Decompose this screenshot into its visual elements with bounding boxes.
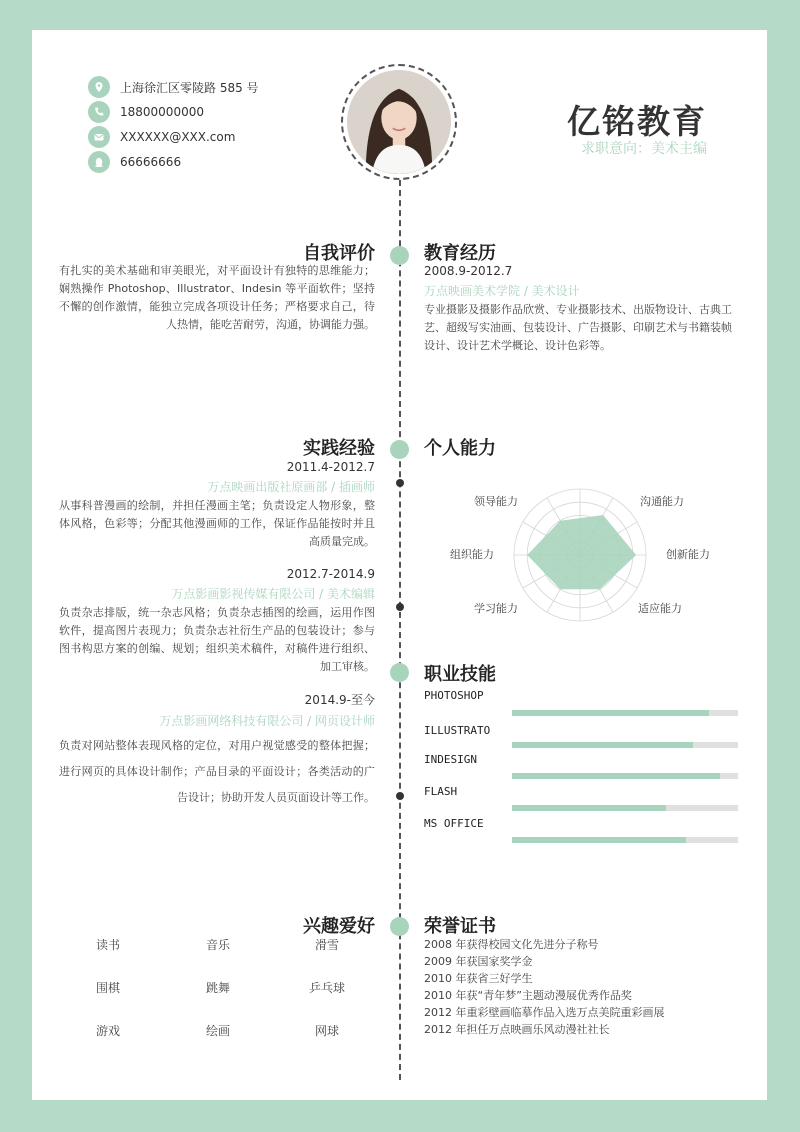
timeline-dot <box>390 663 409 682</box>
skill-bar <box>512 837 738 843</box>
hobbies-title: 兴趣爱好 <box>303 916 375 937</box>
contact-email <box>88 126 235 148</box>
location-icon <box>88 76 110 98</box>
timeline-line <box>399 180 401 1080</box>
education-school: 万点映画美术学院 / 美术设计 <box>424 284 580 298</box>
hobby-item: 游戏 <box>95 1024 120 1038</box>
practice-org: 万点影画影视传媒有限公司 / 美术编辑 <box>171 587 375 601</box>
radar-label-innovation: 创新能力 <box>666 548 710 561</box>
practice-date: 2012.7-2014.9 <box>286 567 375 581</box>
hobby-item: 滑雪 <box>314 938 339 952</box>
job-intent: 求职意向：美术主编 <box>581 141 707 157</box>
skill-label: PHOTOSHOP <box>424 689 484 702</box>
ability-radar-chart <box>505 480 655 630</box>
timeline-small-dot <box>396 603 404 611</box>
education-date: 2008.9-2012.7 <box>424 264 513 278</box>
honors-list <box>424 936 744 1038</box>
honors-title: 荣誉证书 <box>424 916 496 937</box>
timeline-dot <box>390 440 409 459</box>
skill-label: INDESIGN <box>424 753 477 766</box>
honor-item: 2012 年担任万点映画乐风动漫社社长 <box>424 1023 610 1036</box>
resume-page <box>32 30 767 1100</box>
skill-bar-fill <box>512 710 709 716</box>
hobby-item: 跳舞 <box>205 981 230 995</box>
education-desc: 专业摄影及摄影作品欣赏、专业摄影技术、出版物设计、古典工艺、超级写实油画、包装设计、广告摄影、印刷艺术与书籍装帧设计、设计艺术学概论、设计色彩等。 <box>424 303 732 352</box>
hobby-item: 网球 <box>314 1024 339 1038</box>
timeline-dot <box>390 917 409 936</box>
email-text: XXXXXX@XXX.com <box>120 130 236 144</box>
honor-item: 2010 年获省三好学生 <box>424 972 533 985</box>
timeline-dot <box>390 246 409 265</box>
practice-date: 2014.9-至今 <box>304 693 375 707</box>
practice-org: 万点映画出版社原画部 / 插画师 <box>207 480 375 494</box>
ability-title: 个人能力 <box>424 438 496 459</box>
skill-bar-fill <box>512 773 720 779</box>
phone-icon <box>88 101 110 123</box>
profile-photo <box>341 64 457 180</box>
address-text: 上海徐汇区零陵路 585 号 <box>120 80 259 95</box>
radar-label-learning: 学习能力 <box>474 602 518 615</box>
hobby-item: 乒乓球 <box>308 981 345 995</box>
qq-text: 66666666 <box>120 155 182 169</box>
hobby-item: 绘画 <box>205 1024 230 1038</box>
timeline-small-dot <box>396 792 404 800</box>
skill-label: FLASH <box>424 785 458 798</box>
honor-item: 2010 年获“青年梦”主题动漫展优秀作品奖 <box>424 989 632 1002</box>
radar-label-communication: 沟通能力 <box>640 495 684 508</box>
honor-item: 2009 年获国家奖学金 <box>424 955 533 968</box>
practice-desc: 从事科普漫画的绘制，并担任漫画主笔；负责设定人物形象，整体风格，色彩等；分配其他漫画师的工作，保证作品能按时并且高质量完成。 <box>59 499 375 548</box>
education-block <box>424 264 740 355</box>
practice-desc: 负责对网站整体表现风格的定位，对用户视觉感受的整体把握；进行网页的具体设计制作；产品目录的平面设计；各类活动的广告设计；协助开发人员页面设计等工作。 <box>59 739 375 804</box>
practice-org: 万点影画网络科技有限公司 / 网页设计师 <box>159 714 375 728</box>
honor-item: 2008 年获得校园文化先进分子称号 <box>424 938 599 951</box>
qq-icon <box>88 151 110 173</box>
phone-text: 18800000000 <box>120 105 204 119</box>
skills-title: 职业技能 <box>424 664 496 685</box>
skill-label: MS OFFICE <box>424 817 484 830</box>
radar-label-organization: 组织能力 <box>450 548 494 561</box>
honor-item: 2012 年重彩壁画临摹作品入选万点美院重彩画展 <box>424 1006 665 1019</box>
contact-address <box>88 76 259 98</box>
education-title: 教育经历 <box>424 243 496 264</box>
timeline-small-dot <box>396 479 404 487</box>
practice-item <box>59 691 375 811</box>
hobby-item: 读书 <box>95 938 120 952</box>
radar-label-adaptability: 适应能力 <box>638 602 682 615</box>
practice-date: 2011.4-2012.7 <box>286 460 375 474</box>
practice-item <box>59 567 375 676</box>
email-icon <box>88 126 110 148</box>
portrait-image <box>347 70 451 174</box>
radar-label-leadership: 领导能力 <box>474 495 518 508</box>
skill-bar-fill <box>512 742 693 748</box>
skill-bar <box>512 710 738 716</box>
person-name: 亿铭教育 <box>567 102 707 141</box>
skill-label: ILLUSTRATO <box>424 724 491 737</box>
skill-bar-fill <box>512 837 686 843</box>
skill-bar <box>512 805 738 811</box>
skill-bar-fill <box>512 805 666 811</box>
contact-phone <box>88 101 204 123</box>
hobby-item: 围棋 <box>95 981 120 995</box>
practice-desc: 负责杂志排版，统一杂志风格；负责杂志插图的绘画，运用作图软件，提高图片表现力；负责杂志社衍生产品的包装设计；参与图书构思方案的创编、规划；组织美术稿件，对稿件进行组织、加工审核。 <box>59 606 375 673</box>
skill-bar <box>512 742 738 748</box>
contact-qq <box>88 151 181 173</box>
self-eval-text: 有扎实的美术基础和审美眼光，对平面设计有独特的思维能力；娴熟操作 Photoshop、Illustrator、Indesin 等平面软件；坚持不懈的创作激情，能独立完成各项设计任务；严格要求自己，待人热情，能吃苦耐劳，沟通，协调能力强。 <box>59 264 375 331</box>
self-eval-title: 自我评价 <box>303 243 375 264</box>
hobby-item: 音乐 <box>205 938 230 952</box>
skill-bar <box>512 773 738 779</box>
practice-item <box>59 460 375 551</box>
practice-title: 实践经验 <box>303 438 375 459</box>
